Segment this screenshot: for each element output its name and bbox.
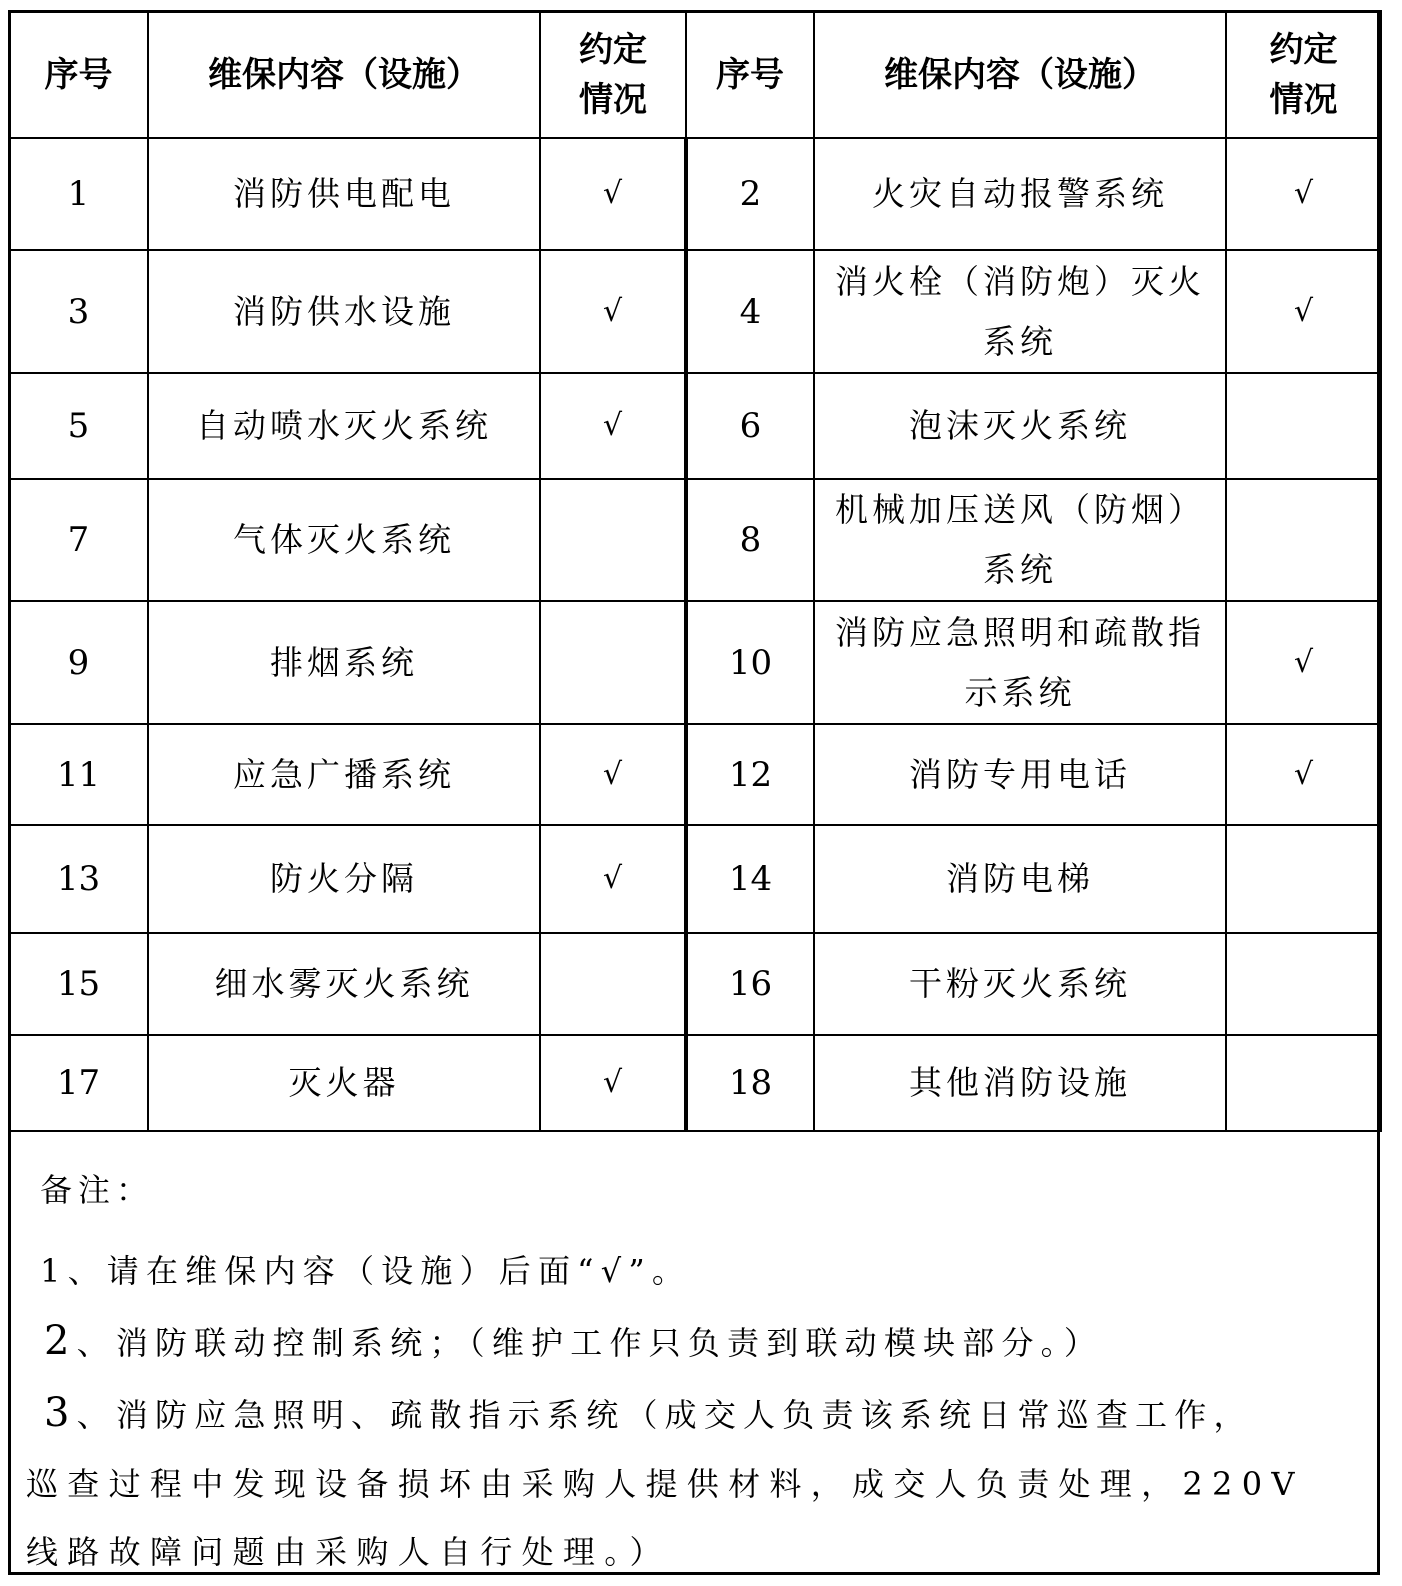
table-row	[9, 825, 1381, 933]
table-row	[9, 479, 1381, 601]
agreed-mark: √	[1226, 250, 1381, 373]
item-no: 12	[686, 724, 814, 825]
header-row	[9, 11, 1381, 138]
agreed-mark	[1226, 825, 1381, 933]
item-no: 3	[9, 250, 148, 373]
agreed-mark: √	[540, 825, 686, 933]
item-name: 干粉灭火系统	[814, 933, 1226, 1035]
table-row	[9, 373, 1381, 479]
item-name: 排烟系统	[148, 601, 540, 724]
table-row	[9, 1035, 1381, 1131]
remark-1-text: 、请在维保内容（设施）后面“√”。	[67, 1252, 692, 1290]
item-name: 细水雾灭火系统	[148, 933, 540, 1035]
remark-2-number: 2	[44, 1318, 77, 1364]
agreed-mark	[540, 601, 686, 724]
header-agreed-right	[1226, 11, 1381, 138]
item-name: 火灾自动报警系统	[814, 138, 1226, 250]
agreed-mark	[1226, 479, 1381, 601]
item-no: 10	[686, 601, 814, 724]
item-name: 灭火器	[148, 1035, 540, 1131]
table-row	[9, 138, 1381, 250]
remark-1-number: 1	[40, 1252, 68, 1290]
header-no-right: 序号	[686, 11, 814, 138]
remark-1	[40, 1236, 1362, 1306]
agreed-mark: √	[540, 373, 686, 479]
agreed-mark: √	[540, 250, 686, 373]
agreed-mark: √	[1226, 601, 1381, 724]
maintenance-table	[8, 10, 1382, 1132]
item-no: 14	[686, 825, 814, 933]
item-no: 18	[686, 1035, 814, 1131]
item-name: 防火分隔	[148, 825, 540, 933]
remark-3-text-line3: 线路故障问题由采购人自行处理。）	[26, 1533, 671, 1571]
item-no: 5	[9, 373, 148, 479]
header-no-left: 序号	[9, 11, 148, 138]
header-agreed-line2: 情况	[579, 79, 647, 120]
header-content-left: 维保内容（设施）	[148, 11, 540, 138]
item-no: 4	[686, 250, 814, 373]
agreed-mark	[1226, 933, 1381, 1035]
remarks-section	[8, 1130, 1380, 1575]
table-row	[9, 601, 1381, 724]
item-no: 15	[9, 933, 148, 1035]
item-name: 消火栓（消防炮）灭火系统	[814, 250, 1226, 373]
header-agreed-line1: 约定	[1269, 29, 1338, 70]
remark-3-text-line2: 巡查过程中发现设备损坏由采购人提供材料，成交人负责处理，220V	[26, 1465, 1304, 1503]
remark-3-number: 3	[44, 1390, 77, 1436]
agreed-mark: √	[1226, 724, 1381, 825]
item-name: 应急广播系统	[148, 724, 540, 825]
remark-3	[44, 1378, 1362, 1450]
item-name: 消防电梯	[814, 825, 1226, 933]
item-no: 17	[9, 1035, 148, 1131]
item-no: 8	[686, 479, 814, 601]
agreed-mark	[540, 933, 686, 1035]
item-no: 7	[9, 479, 148, 601]
remark-3-text-line1: 、消防应急照明、疏散指示系统（成交人负责该系统日常巡查工作，	[76, 1396, 1253, 1434]
item-no: 13	[9, 825, 148, 933]
item-no: 1	[9, 138, 148, 250]
item-name: 消防专用电话	[814, 724, 1226, 825]
item-name: 消防供电配电	[148, 138, 540, 250]
item-no: 16	[686, 933, 814, 1035]
header-agreed-line2: 情况	[1269, 79, 1338, 120]
item-name: 气体灭火系统	[148, 479, 540, 601]
header-content-right: 维保内容（设施）	[814, 11, 1226, 138]
item-name: 消防应急照明和疏散指示系统	[814, 601, 1226, 724]
agreed-mark: √	[540, 1035, 686, 1131]
agreed-mark	[1226, 1035, 1381, 1131]
item-name: 泡沫灭火系统	[814, 373, 1226, 479]
item-no: 6	[686, 373, 814, 479]
item-no: 9	[9, 601, 148, 724]
item-name: 机械加压送风（防烟）系统	[814, 479, 1226, 601]
table-row	[9, 250, 1381, 373]
agreed-mark	[540, 479, 686, 601]
item-name: 自动喷水灭火系统	[148, 373, 540, 479]
remark-2-text: 、消防联动控制系统；（维护工作只负责到联动模块部分。）	[76, 1324, 1104, 1362]
item-no: 2	[686, 138, 814, 250]
agreed-mark: √	[540, 138, 686, 250]
item-no: 11	[9, 724, 148, 825]
item-name: 其他消防设施	[814, 1035, 1226, 1131]
table-row	[9, 933, 1381, 1035]
agreed-mark	[1226, 373, 1381, 479]
agreed-mark: √	[1226, 138, 1381, 250]
header-agreed-left	[540, 11, 686, 138]
header-agreed-line1: 约定	[579, 29, 647, 70]
agreed-mark: √	[540, 724, 686, 825]
item-name: 消防供水设施	[148, 250, 540, 373]
table-row	[9, 724, 1381, 825]
remarks-title: 备注：	[40, 1171, 155, 1209]
remark-2	[44, 1306, 1362, 1378]
